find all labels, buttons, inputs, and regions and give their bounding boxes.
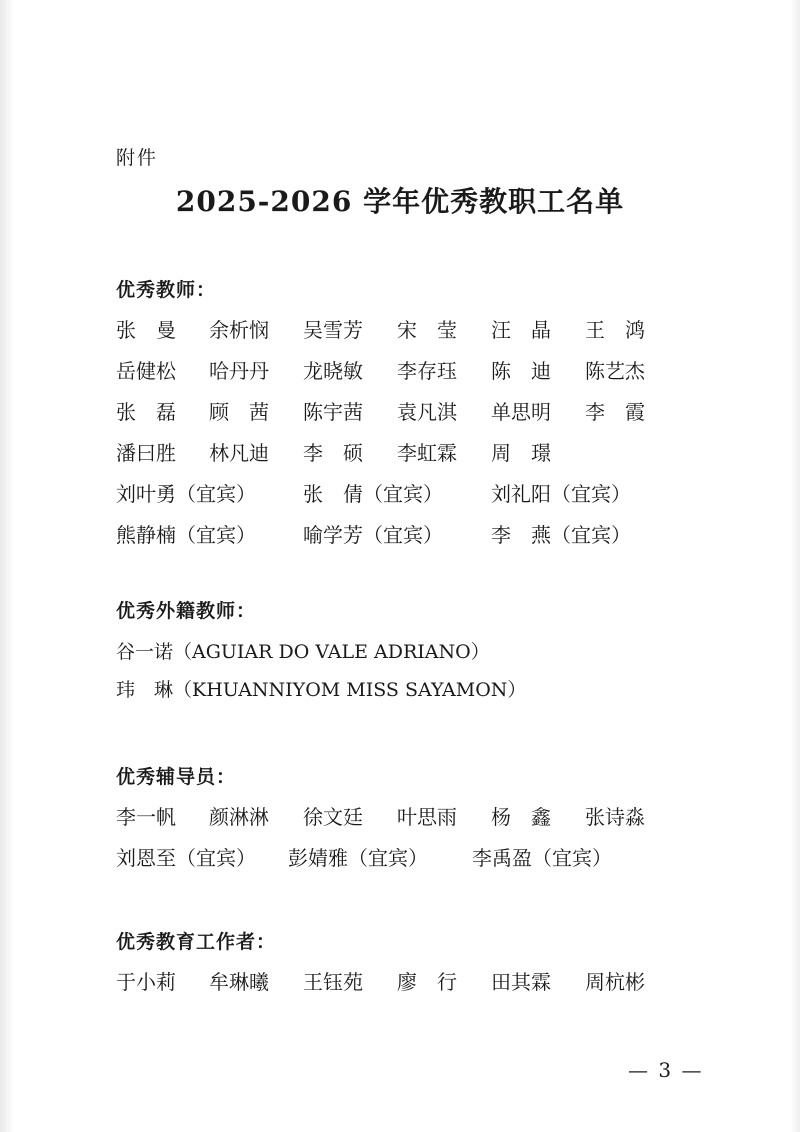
name-row (116, 310, 716, 351)
name-row (116, 962, 716, 1003)
name-cell: 牟琳曦 (209, 970, 269, 994)
name-cell: 张诗淼 (585, 805, 645, 829)
scan-edge-shadow-left (0, 0, 14, 1132)
name-cell: 彭婧雅（宜宾） (288, 846, 428, 870)
name-cell: 喻学芳（宜宾） (303, 523, 443, 547)
name-cell: 周杭彬 (585, 970, 645, 994)
name-cell: 杨 鑫 (491, 805, 551, 829)
section-heading: 优秀教育工作者： (116, 931, 277, 953)
name-cell: 宋 莹 (397, 318, 457, 342)
name-row (116, 351, 716, 392)
name-cell: 陈 迪 (491, 359, 551, 383)
name-cell: 颜淋淋 (209, 805, 269, 829)
name-cell: 李禹盈（宜宾） (472, 846, 612, 870)
name-cell: 田其霖 (491, 970, 551, 994)
name-cell: 李 硕 (303, 441, 363, 465)
name-cell: 龙晓敏 (303, 359, 363, 383)
name-row-with-campus (116, 474, 716, 515)
scan-edge-shadow-right (790, 0, 800, 1132)
name-cell: 张 磊 (116, 400, 176, 424)
section-excellent-education-workers (116, 928, 716, 1003)
name-row (116, 797, 716, 838)
name-row (116, 392, 716, 433)
name-cell: 于小莉 (116, 970, 176, 994)
name-cell: 余析悯 (209, 318, 269, 342)
name-cell: 林凡迪 (209, 441, 269, 465)
name-cell: 王钰苑 (303, 970, 363, 994)
name-cell: 熊静楠（宜宾） (116, 523, 256, 547)
name-cell: 叶思雨 (397, 805, 457, 829)
foreign-teacher-entry: 谷一诺（AGUIAR DO VALE ADRIANO） (116, 641, 490, 663)
name-cell: 李 霞 (585, 400, 645, 424)
section-excellent-teachers (116, 276, 716, 556)
name-cell: 刘恩至（宜宾） (116, 846, 256, 870)
name-cell: 李虹霖 (397, 441, 457, 465)
name-cell: 廖 行 (397, 970, 457, 994)
name-cell: 张 曼 (116, 318, 176, 342)
name-cell: 周 璟 (491, 441, 551, 465)
name-cell: 刘叶勇（宜宾） (116, 482, 256, 506)
section-excellent-foreign-teachers (116, 597, 716, 709)
page-number: — 3 — (628, 1058, 704, 1082)
section-heading: 优秀外籍教师： (116, 600, 257, 622)
attachment-label: 附件 (116, 147, 159, 169)
name-row-with-campus (116, 838, 716, 879)
name-cell: 哈丹丹 (209, 359, 269, 383)
name-cell: 汪 晶 (491, 318, 551, 342)
name-cell: 王 鸿 (585, 318, 645, 342)
name-cell: 李存珏 (397, 359, 457, 383)
name-cell: 刘礼阳（宜宾） (491, 482, 631, 506)
name-cell: 徐文廷 (303, 805, 363, 829)
name-cell: 袁凡淇 (397, 400, 457, 424)
section-heading: 优秀教师： (116, 279, 217, 301)
name-cell: 陈艺杰 (585, 359, 645, 383)
name-cell: 张 倩（宜宾） (303, 482, 443, 506)
name-cell: 岳健松 (116, 359, 176, 383)
name-cell: 吴雪芳 (303, 318, 363, 342)
name-row (116, 433, 716, 474)
name-cell: 李 燕（宜宾） (491, 523, 631, 547)
name-cell: 李一帆 (116, 805, 176, 829)
name-row-with-campus (116, 515, 716, 556)
section-excellent-counselors (116, 763, 716, 879)
document-title: 2025-2026 学年优秀教职工名单 (175, 185, 625, 218)
name-cell: 单思明 (491, 400, 551, 424)
section-heading: 优秀辅导员： (116, 766, 237, 788)
foreign-teacher-entry: 玮 琳（KHUANNIYOM MISS SAYAMON） (116, 679, 527, 701)
name-cell: 潘曰胜 (116, 441, 176, 465)
name-cell: 顾 茜 (209, 400, 269, 424)
name-cell: 陈宇茜 (303, 400, 363, 424)
